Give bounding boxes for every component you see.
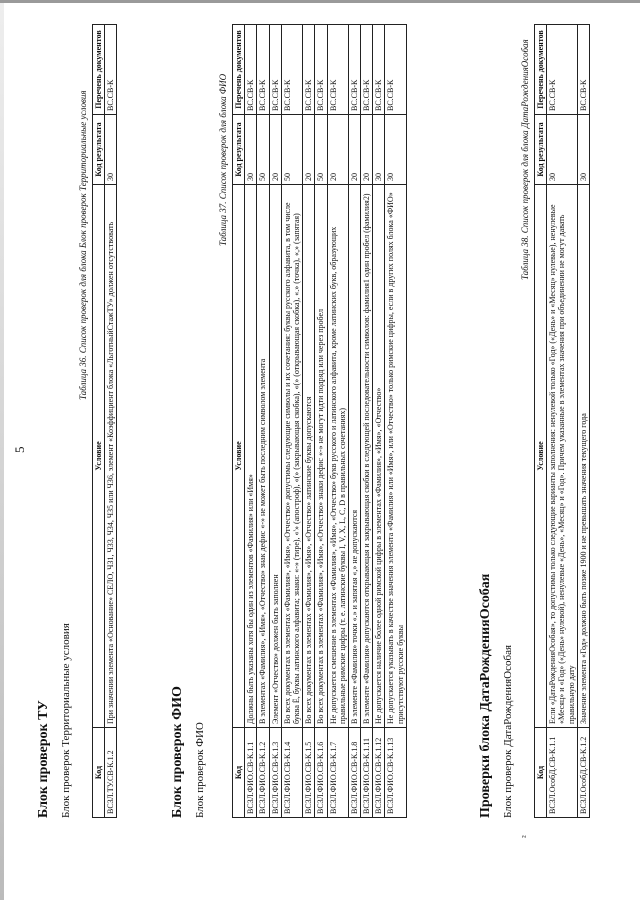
table-header-row [233, 25, 245, 818]
table-header-row [535, 25, 547, 818]
cell-condition: Должны быть указаны хотя бы один из элементов «Фамилия» или «Имя» [245, 185, 257, 728]
cell-result: 20 [303, 115, 315, 185]
table-37 [232, 24, 407, 818]
header-condition: Условие [93, 185, 105, 728]
section-title-dr: Проверки блока ДатаРожденияОсобая [478, 573, 493, 818]
cell-docs: ВС.СВ-К [385, 25, 406, 115]
header-documents: Перечень документов [535, 25, 547, 115]
cell-code: ВСЗЛ.ФИО.СВ-К.1.1 [245, 728, 257, 818]
table-row [303, 25, 315, 818]
cell-condition: Не допускается указывать в качестве значения элемента «Фамилия» или «Имя», или «Отчество» только римские цифры, если в других полях блока «ФИО» присутствуют русские буквы [385, 185, 406, 728]
header-condition: Условие [535, 185, 547, 728]
cell-result: 20 [269, 115, 281, 185]
header-result-code: Код результата [535, 115, 547, 185]
scan-border [0, 0, 640, 3]
cell-condition: Во всех документах в элементах «Фамилия», «Имя», «Отчество» допустимы следующие символы и их сочетания: буквы русского алфавита, в том числе буква Ё, буквы латинского алфавита; знаки: «-» (тире), «'» (апостроф), «(» (закрывающая скобка), «(» (открывающая скобка), «.» (точка), «,» (запятая) [281, 185, 302, 728]
section-title-fio: Блок проверок ФИО [170, 686, 185, 818]
cell-code: ВСЗЛ.ФИО.СВ-К.1.6 [315, 728, 327, 818]
cell-docs: ВС.СВ-К [281, 25, 302, 115]
cell-result: 30 [577, 115, 589, 185]
cell-condition: При значении элемента «Основание» СЕЛО, ЧЗ1, ЧЗ3, ЧЗ4, ЧЗ5 или ЧЗ6, элемент «Коэффициент блока «ЛьготныйСтажТУ» должен отсутствовать [105, 185, 117, 728]
cell-condition: Не допускается смешение в элементах «Фамилия», «Имя», «Отчество» букв русского и латинского алфавита, кроме латинских букв, образующих правильные римские цифры (т. е. латинские буквы I, V, X, L, C, D в правильных сочетаниях) [327, 185, 348, 728]
cell-code: ВСЗЛ.ФИО.СВ-К.1.2 [257, 728, 269, 818]
cell-result: 20 [348, 115, 360, 185]
table-row [327, 25, 348, 818]
scan-edge [0, 0, 4, 900]
cell-docs: ВС.СВ-К [257, 25, 269, 115]
header-code: Код [233, 728, 245, 818]
cell-result: 30 [385, 115, 406, 185]
cell-code: ВСЗЛ.ФИО.СВ-К.1.4 [281, 728, 302, 818]
section-subtitle-dr: Блок проверок ДатаРожденияОсобая [502, 644, 514, 818]
cell-code: ВСЗЛ.ФИО.СВ-К.1.13 [385, 728, 406, 818]
cell-code: ВСЗЛ.ФИО.СВ-К.1.8 [348, 728, 360, 818]
cell-docs: ВС.СВ-К [577, 25, 589, 115]
table-row [281, 25, 302, 818]
cell-docs: ВС.СВ-К [269, 25, 281, 115]
table-row [269, 25, 281, 818]
table-row [361, 25, 373, 818]
header-documents: Перечень документов [93, 25, 105, 115]
section-subtitle-fio: Блок проверок ФИО [194, 722, 206, 818]
cell-docs: ВС.СВ-К [315, 25, 327, 115]
cell-docs: ВС.СВ-К [361, 25, 373, 115]
cell-code: ВСЗЛ.ОсобД.СВ-К.1.1 [547, 728, 578, 818]
cell-condition: Если «ДатаРожденияОсобая», то допустимы только следующие варианты заполнения: ненулевой только «Год» («День» и «Месяц» нулевые), ненулевые «Месяц» и «Год» («День» нулевой), ненулевые «День», «Месяц» и «Год». Причем указанные в элементах значения при объединении не могут давать правильную дату [547, 185, 578, 728]
cell-code: ВСЗЛ.ФИО.СВ-К.1.7 [327, 728, 348, 818]
cell-code: ВСЗЛ.ОсобД.СВ-К.1.2 [577, 728, 589, 818]
table-row [348, 25, 360, 818]
table-row [373, 25, 385, 818]
cell-result: 30 [547, 115, 578, 185]
table-caption-36: Таблица 36. Список проверок для блока Блок проверок Территориальные условия [78, 90, 88, 400]
cell-condition: Не допускается наличие более одной римской цифры в элементах «Фамилия», «Имя», «Отчество» [373, 185, 385, 728]
cell-condition: Во всех документах в элементах «Фамилия», «Имя», «Отчество» латинские буквы допускаются [303, 185, 315, 728]
page-number: 5 [12, 446, 27, 453]
cell-result: 50 [315, 115, 327, 185]
cell-result: 20 [361, 115, 373, 185]
cell-condition: В элементах «Фамилия», «Имя», «Отчество» знак дефис «-» не может быть последним символом элемента [257, 185, 269, 728]
table-row [315, 25, 327, 818]
table-row [257, 25, 269, 818]
cell-code: ВСЗЛ.ФИО.СВ-К.1.11 [361, 728, 373, 818]
cell-docs: ВС.СВ-К [348, 25, 360, 115]
cell-docs: ВС.СВ-К [373, 25, 385, 115]
cell-docs: ВС.СВ-К [105, 25, 117, 115]
cell-code: ВСЗЛ.ФИО.СВ-К.1.12 [373, 728, 385, 818]
cell-code: ВСЗЛ.ФИО.СВ-К.1.3 [269, 728, 281, 818]
cell-docs: ВС.СВ-К [327, 25, 348, 115]
cell-code: ВСЗЛ.ТУ.СВ-К.1.2 [105, 728, 117, 818]
cell-docs: ВС.СВ-К [547, 25, 578, 115]
section-title-tu: Блок проверок ТУ [36, 700, 51, 818]
table-row [105, 25, 117, 818]
section-subtitle-tu: Блок проверок Территориальные условия [60, 623, 72, 818]
cell-docs: ВС.СВ-К [245, 25, 257, 115]
cell-result: 50 [281, 115, 302, 185]
header-condition: Условие [233, 185, 245, 728]
table-row [385, 25, 406, 818]
cell-condition: Элемент «Отчество» должен быть заполнен [269, 185, 281, 728]
table-row [577, 25, 589, 818]
table-36 [92, 24, 117, 818]
header-documents: Перечень документов [233, 25, 245, 115]
table-row [245, 25, 257, 818]
table-row [547, 25, 578, 818]
cell-result: 30 [105, 115, 117, 185]
header-code: Код [535, 728, 547, 818]
cell-docs: ВС.СВ-К [303, 25, 315, 115]
header-result-code: Код результата [93, 115, 105, 185]
cell-result: 30 [373, 115, 385, 185]
header-result-code: Код результата [233, 115, 245, 185]
margin-mark: ² [520, 835, 530, 838]
cell-condition: В элементе «Фамилия» допускаются открывающая и закрывающая скобки в следующей последовательности символов: фамилия1 один пробел (фамилия2) [361, 185, 373, 728]
cell-result: 50 [257, 115, 269, 185]
cell-code: ВСЗЛ.ФИО.СВ-К.1.5 [303, 728, 315, 818]
cell-condition: Значение элемента «Год» должно быть позже 1900 и не превышать значения текущего года [577, 185, 589, 728]
table-caption-37: Таблица 37. Список проверок для блока ФИО [218, 73, 228, 246]
table-38 [534, 24, 590, 818]
table-caption-38: Таблица 38. Список проверок для блока ДатаРожденияОсобая [520, 39, 530, 280]
cell-result: 30 [245, 115, 257, 185]
header-code: Код [93, 728, 105, 818]
cell-condition: В элементе «Фамилия» точки «.» и запятая «,» не допускаются [348, 185, 360, 728]
cell-condition: Во всех документах в элементах «Фамилия», «Имя», «Отчество» знаки дефис «-» не могут идти подряд или через пробел [315, 185, 327, 728]
table-header-row [93, 25, 105, 818]
cell-result: 20 [327, 115, 348, 185]
